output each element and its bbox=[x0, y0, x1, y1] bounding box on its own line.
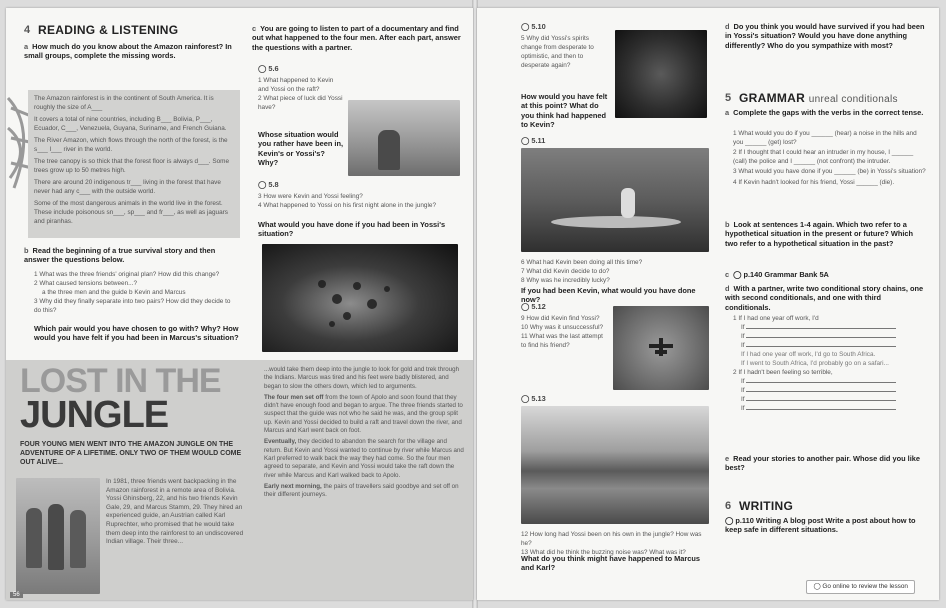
list-item: 7 What did Kevin decide to do? bbox=[521, 268, 610, 275]
list-item: 10 Why was it unsuccessful? bbox=[521, 324, 604, 331]
article-run-in-head: Eventually, bbox=[264, 438, 297, 446]
photo-jungle-river bbox=[521, 406, 709, 524]
list-item: 2 What caused tensions between...? bbox=[34, 280, 138, 287]
audio-track-label[interactable]: ◯ 5.11 bbox=[521, 136, 546, 145]
list-item: 9 How did Kevin find Yossi? bbox=[521, 315, 600, 322]
section-number: 5 bbox=[725, 92, 732, 104]
list-item: 1 What happened to Kevin and Yossi on the raft? bbox=[258, 77, 334, 93]
audio-track-label[interactable]: ◯ 5.13 bbox=[521, 394, 546, 403]
audio-track-label[interactable]: ◯ 5.10 bbox=[521, 22, 546, 31]
article-paragraph-1: In 1981, three friends went backpacking in the Amazon rainforest in a remote area of Bolivia. Yossi Ghinsberg, 22, and his two friends Kevin Gale, 29, and Marcus Stamm, 29. They hired an experienced guide, an Austrian called Karl Ruprechter, who promised that he would take them deep into the rainforest to an undiscovered Indian village. Their three... bbox=[106, 478, 244, 546]
list-item: 1 What would you do if you ______ (hear) a noise in the hills and you ______ (get) lost? bbox=[733, 130, 917, 146]
article-text: they decided to abandon the search for the village and return. But Kevin and Yossi wanted to continue by river while Marcus and Karl preferred to walk back the way they had come. So the four men agreed to separate, and Kevin and Yossi would take the raft down the river while Marcus and Karl walked back to Apolo. bbox=[264, 438, 464, 479]
quiz-list bbox=[34, 94, 234, 226]
article-title-line1: LOST IN THE bbox=[20, 362, 221, 400]
photo-three-friends bbox=[16, 478, 100, 594]
grammar-gap-fill bbox=[733, 130, 927, 188]
audio-track-label[interactable]: ◯ 5.8 bbox=[258, 180, 279, 189]
question-a: a How much do you know about the Amazon rainforest? In small groups, complete the missing words. bbox=[24, 42, 232, 61]
list-item: 2 What piece of luck did Yossi have? bbox=[258, 95, 343, 111]
photo-man-on-raft bbox=[348, 100, 460, 176]
answer-line[interactable]: If bbox=[733, 395, 927, 404]
photo-aerial-helicopter bbox=[613, 306, 709, 390]
quiz-item: The Amazon rainforest is in the continent of South America. It is roughly the size of A___ bbox=[34, 95, 214, 111]
answer-line[interactable]: If bbox=[733, 341, 927, 350]
audio2-questions bbox=[258, 192, 458, 210]
article-title-line2: JUNGLE bbox=[20, 394, 169, 436]
chain-prompt: 2 If I hadn't been feeling so terrible, bbox=[733, 369, 833, 376]
quiz-item: It covers a total of nine countries, including B___ Bolivia, P___, Ecuador, C___, Venezuela, Guyana, Suriname, and French Guiana. bbox=[34, 116, 227, 132]
answer-line[interactable]: If bbox=[733, 323, 927, 332]
question-b-discussion: Which pair would you have chosen to go with? Why? How would you have felt if you had been in Marcus's situation? bbox=[34, 324, 239, 343]
article-text: from the town of Apolo and soon found that they didn't have enough food and began to argue. The three friends started to suspect that the guide was not who he said he was, and the group split up. Kevin and Yossi decided to build a raft and travel down the river, and Marcus and Karl went back on foot. bbox=[264, 393, 463, 435]
answer-line[interactable]: If bbox=[733, 332, 927, 341]
list-item: 4 What happened to Yossi on his first night alone in the jungle? bbox=[258, 202, 436, 209]
list-item: 11 What was the last attempt to find his friend? bbox=[521, 333, 603, 349]
quiz-item: Some of the most dangerous animals in the world live in the forest. These include poisonous sn___, sp___ and fr___, as well as jaguars and piranhas. bbox=[34, 200, 228, 225]
list-item: 6 What had Kevin been doing all this time? bbox=[521, 259, 643, 266]
quiz-box bbox=[28, 90, 240, 238]
audio-track-label[interactable]: ◯ 5.6 bbox=[258, 64, 279, 73]
list-item: 4 If Kevin hadn't looked for his friend, Yossi ______ (die). bbox=[733, 178, 895, 186]
list-item: 5 Why did Yossi's spirits change from desperate to optimistic, and then to desperate again? bbox=[521, 35, 594, 69]
writing-task-link[interactable]: ◯ p.110 Writing A blog post Write a post about how to keep safe in different situations. bbox=[725, 516, 916, 535]
list-item: a the three men and the guide b Kevin and Marcus bbox=[42, 289, 186, 296]
answer-line[interactable]: If bbox=[733, 404, 927, 413]
question-b: b Read the beginning of a true survival story and then answer the questions below. bbox=[24, 246, 216, 265]
list-item: 3 Why did they finally separate into two pairs? How did they decide to do this? bbox=[34, 298, 231, 314]
audio6-discussion: What do you think might have happened to Marcus and Karl? bbox=[521, 554, 701, 573]
list-item: 12 How long had Yossi been on his own in the jungle? How was he? bbox=[521, 531, 702, 547]
chain-example: If I had one year off work, I'd go to South Africa. bbox=[741, 351, 876, 358]
photo-eye-closeup bbox=[615, 30, 707, 118]
section-number: 4 bbox=[24, 24, 31, 36]
audio5-questions bbox=[521, 314, 609, 350]
audio2-discussion: What would you have done if you had been in Yossi's situation? bbox=[258, 220, 446, 239]
listening-intro: c You are going to listen to part of a documentary and find out what happened to the four men. After each part, answer the questions with a partner. bbox=[252, 24, 461, 52]
list-item: 1 What was the three friends' original plan? How did this change? bbox=[34, 271, 220, 278]
grammar-question-b: b Look at sentences 1-4 again. Which two refer to a hypothetical situation in the present or future? Which two refer to a hypothetical situation in the past? bbox=[725, 220, 914, 248]
answer-line[interactable]: If bbox=[733, 377, 927, 386]
article-text: the pairs of travellers said goodbye and set off on their different journeys. bbox=[264, 482, 459, 499]
chain-prompt: 1 If I had one year off work, I'd bbox=[733, 315, 819, 322]
article-run-in-head: Early next morning, bbox=[264, 482, 322, 490]
list-item: 2 If I thought that I could hear an intruder in my house, I ______ (call) the police and I ______ (not confront) the intruder. bbox=[733, 149, 914, 165]
audio4-discussion: If you had been Kevin, what would you have done now? bbox=[521, 286, 696, 305]
section-title: WRITING bbox=[739, 499, 794, 513]
chain-example: If I went to South Africa, I'd probably go on a safari... bbox=[741, 360, 889, 367]
left-page bbox=[6, 8, 473, 600]
answer-line[interactable]: If bbox=[733, 386, 927, 395]
right-page bbox=[477, 8, 939, 600]
go-online-button[interactable]: ◯ Go online to review the lesson bbox=[806, 580, 915, 594]
audio3-discussion: How would you have felt at this point? What do you think had happened to Kevin? bbox=[521, 92, 608, 130]
page-number: 56 bbox=[10, 592, 23, 598]
question-b-items bbox=[34, 270, 239, 315]
section-title: READING & LISTENING bbox=[38, 23, 179, 37]
quiz-item: The tree canopy is so thick that the forest floor is always d___. Some trees grow up to 50 metres high. bbox=[34, 158, 230, 174]
photo-jaguar bbox=[262, 244, 458, 352]
audio4-questions bbox=[521, 258, 711, 285]
list-item: 13 What did he think the buzzing noise was? What was it? bbox=[521, 549, 686, 556]
list-item: 8 Why was he incredibly lucky? bbox=[521, 277, 610, 284]
section-number: 6 bbox=[725, 500, 732, 512]
list-item: 3 How were Kevin and Yossi feeling? bbox=[258, 193, 363, 200]
grammar-question-e: e Read your stories to another pair. Whose did you like best? bbox=[725, 454, 920, 473]
quiz-item: The River Amazon, which flows through the north of the forest, is the s___ l___ river in the world. bbox=[34, 137, 228, 153]
photo-canoe-river bbox=[521, 148, 709, 252]
article-text: ...would take them deep into the jungle to look for gold and trek through the Indians. Marcus was tired and his feet were badly blistered, and began to slow the others down, which led to arguments. bbox=[264, 366, 460, 390]
quiz-item: There are around 20 indigenous tr___ living in the forest that have never had any c___ with the outside world. bbox=[34, 179, 221, 195]
article-column-2 bbox=[264, 366, 464, 499]
grammar-bank-link[interactable]: c ◯ p.140 Grammar Bank 5A bbox=[725, 270, 829, 279]
list-item: 3 What would you have done if you ______ (be) in Yossi's situation? bbox=[733, 168, 926, 176]
audio-track-label[interactable]: ◯ 5.12 bbox=[521, 302, 546, 311]
audio1-questions bbox=[258, 76, 344, 112]
audio6-questions bbox=[521, 530, 711, 557]
audio3-questions bbox=[521, 34, 609, 70]
grammar-question-a: a Complete the gaps with the verbs in the correct tense. bbox=[725, 108, 924, 117]
article-subtitle: FOUR YOUNG MEN WENT INTO THE AMAZON JUNGLE ON THE ADVENTURE OF A LIFETIME. ONLY TWO OF THEM WOULD COME OUT ALIVE... bbox=[20, 441, 242, 466]
section-title: GRAMMAR unreal conditionals bbox=[739, 91, 898, 105]
question-d: d Do you think you would have survived if you had been in Yossi's situation? Would you have done anything differently? Who do you sympathize with most? bbox=[725, 22, 925, 50]
grammar-question-d: d With a partner, write two conditional story chains, one with second conditionals, and one with third conditionals. bbox=[725, 284, 924, 312]
audio1-discussion: Whose situation would you rather have been in, Kevin's or Yossi's? Why? bbox=[258, 130, 344, 168]
article-run-in-head: The four men set off bbox=[264, 393, 324, 401]
story-chain-1 bbox=[733, 314, 927, 413]
